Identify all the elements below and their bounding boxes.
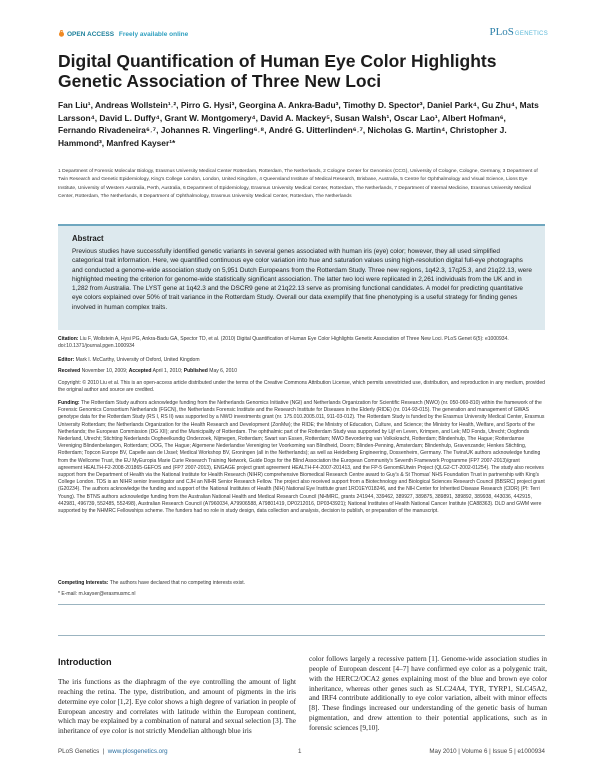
corresponding-email[interactable]: * E-mail: m.kayser@erasmusmc.nl xyxy=(58,591,136,597)
published-label: Published xyxy=(183,368,208,374)
editor-text: Mark I. McCarthy, University of Oxford, United Kingdom xyxy=(75,357,200,363)
citation xyxy=(58,336,545,350)
open-access-label: OPEN xyxy=(67,31,86,38)
divider xyxy=(58,604,545,605)
journal-logo-sub: GENETICS xyxy=(514,31,548,37)
copyright: Copyright: © 2010 Liu et al. This is an open-access article distributed under the terms of the Creative Commons Attribution License, which permits unrestricted use, distribution, and reproduction in any medium, provided the original author and source are credited. xyxy=(58,380,545,394)
open-lock-icon xyxy=(58,30,65,37)
abstract-heading: Abstract xyxy=(72,234,104,243)
footer-journal-name: PLoS Genetics xyxy=(58,748,100,755)
open-access-label-2: ACCESS xyxy=(87,31,115,38)
accepted-label: Accepted xyxy=(128,368,152,374)
intro-left-text: The iris functions as the diaphragm of the eye controlling the amount of light reaching the retina. The type, distribution, and amount of pigments in the iris determine eye color [1,2]. Eye color shows a high degree of variation in people of European ancestry and correlates with latitude within the European continent, which may be explained by a combination of natural and sexual selection [3]. The inheritance of eye color is not strictly Mendelian although blue iris xyxy=(58,678,296,736)
received-label: Received xyxy=(58,368,81,374)
journal-logo-text: PLoS xyxy=(489,26,514,38)
top-bar xyxy=(58,28,548,42)
footer-journal: PLoS Genetics | www.plosgenetics.org xyxy=(58,748,168,755)
affiliations: 1 Department of Forensic Molecular Biology, Erasmus University Medical Center Rotterdam, Rotterdam, The Netherlands, 2 Cologne Center for Genomics (CCG), University of Cologne, Cologne, Germany, 3 Department of Twin Research and Genetic Epidemiology, King's College London, London, United Kingdom, 4 Queensland Institute of Medical Research, Brisbane, Australia, 5 Centre for Ophthalmology and Visual Science, Lions Eye Institute, University of Western Australia, Perth, Australia, 6 Department of Epidemiology, Erasmus University Medical Center, Rotterdam, The Netherlands, 7 Department of Internal Medicine, Erasmus University Medical Center, Rotterdam, The Netherlands, 8 Department of Ophthalmology, Erasmus University Medical Center, Rotterdam, The Netherlands xyxy=(58,169,538,200)
footer-site-link[interactable]: www.plosgenetics.org xyxy=(107,748,168,755)
author-list: Fan Liu¹, Andreas Wollstein¹˒², Pirro G. Hysi³, Georgina A. Ankra-Badu³, Timothy D. Spector³, Daniel Park⁴, Gu Zhu⁴, Mats Larsson⁴, David L. Duffy⁴, Grant W. Montgomery⁴, David A. Mackey⁵, Susan Walsh¹, Oscar Lao¹, Albert Hofman⁶, Fernando Rivadeneira⁶˒⁷, Johannes R. Vingerling⁶˒⁸, André G. Uitterlinden⁶˒⁷, Nicholas G. Martin⁴, Christopher J. Hammond³, Manfred Kayser¹* xyxy=(58,100,539,148)
footer-issue: May 2010 | Volume 6 | Issue 5 | e1000934 xyxy=(429,748,545,755)
competing-text: The authors have declared that no competing interests exist. xyxy=(109,580,246,586)
abstract-box xyxy=(58,224,545,330)
journal-logo xyxy=(489,26,548,38)
divider xyxy=(58,635,545,636)
editor xyxy=(58,357,545,364)
competing-interests xyxy=(58,580,545,587)
abstract-text: Previous studies have successfully identified genetic variants in several genes associated with human iris (eye) color; however, they all used simplified categorical trait information. Here, we quantified continuous eye color variation into hue and saturation values using high-resolution digital full-eye photographs and conducted a genome-wide association study on 5,951 Dutch Europeans from the Rotterdam Study. Three new regions, 1q42.3, 17q25.3, and 21q22.13, were highlighted meeting the criterion for genome-wide statistically significant association. The latter two loci were replicated in 2,261 individuals from the UK and in 1,282 from Australia. The LYST gene at 1q42.3 and the DSCR9 gene at 21q22.13 serve as promising functional candidates. A model for predicting quantitative eye colors explained over 50% of trait variance in the Rotterdam Study. Overall our data exemplify that fine phenotyping is a useful strategy for finding genes involved in human complex traits. xyxy=(72,248,532,311)
page-footer xyxy=(58,748,545,758)
received-date: November 10, 2009; xyxy=(81,368,128,374)
accepted-date: April 1, 2010; xyxy=(152,368,183,374)
open-access-badge xyxy=(58,30,188,38)
published-date: May 6, 2010 xyxy=(209,368,238,374)
citation-label: Citation: xyxy=(58,336,79,342)
dates xyxy=(58,368,545,375)
citation-text: Liu F, Wollstein A, Hysi PG, Ankra-Badu GA, Spector TD, et al. (2010) Digital Quantification of Human Eye Color Highlights Genetic Association of Three New Loci. PLoS Genet 6(5): e1000934. doi:10.1371/journal.pgen.1000934 xyxy=(58,336,509,350)
intro-right-text: color follows largely a recessive pattern [1]. Genome-wide association studies in people of European descent [4–7] have confirmed eye color as a polygenic trait, with the HERC2/OCA2 genes explaining most of the blue and brown eye color inheritance, whereas other genes such as SLC24A4, TYR, TYRP1, SLC45A2, and IRF4 contribute additionally to eye color variation, albeit with minor effects [8]. These findings increased our understanding of the genetic basis of human pigmentation, and drew attention to their potential applications, such as in forensic sciences [9,10]. xyxy=(309,655,547,732)
footer-page-number: 1 xyxy=(298,748,302,755)
funding-label: Funding: xyxy=(58,400,80,406)
funding xyxy=(58,400,545,515)
competing-label: Competing Interests: xyxy=(58,580,109,586)
introduction-heading: Introduction xyxy=(58,657,112,667)
article-title: Digital Quantification of Human Eye Color Highlights Genetic Association of Three New Loci xyxy=(58,51,497,91)
funding-text: The Rotterdam Study authors acknowledge funding from the Netherlands Genomics Initiative (NGI) and Netherlands Organization for Scientific Research (NWO) (nr. 050-060-810) within the framework of the Forensic Genomics Consortium Netherlands (FGCN), the Netherlands Forensic Institute and the Research Institute for Diseases in the Elderly (RIDE) (nr. 014-93-015). The generation and management of GWAS genotype data for the Rotterdam Study (RS I, RS II) was supported by a NWO investments grant (nr. 175.010.2005.011, 911-03-012). The Rotterdam Study is funded by the Erasmus University Medical Center, Erasmus University Rotterdam; the Netherlands Organization for the Health Research and Development (ZonMw); the RIDE; the Ministry of Education, Culture, and Science; the Ministry for Health, Welfare, and Sports of the Netherlands; the European Commission (DG XII); and the Municipality of Rotterdam. The ophthalmic part of the Rotterdam Study was supported by Lijf en Leven, Krimpen, and Lek; MD Fonds, Utrecht; Oogfonds Nederland, Utrecht; Stichting Nederlands Oogheelkundig Onderzoek, Nijmegen, Rotterdam; Swart van Essen, Rotterdam; NWO Bevordering van Volkskracht, Rotterdam; Blindenhulp, The Hague; Rotterdamse Vereniging Blindenbelangen, Rotterdam; OOG, The Hague; Algemene Nederlandse Vereniging ter Voorkoming van Blindheid, Doorn; Blinden-Penning, Amsterdam; Blindenhulp, Gravenzande; Henkes Stichting, Rotterdam; Topcon Europe BV, Capelle aan de IJssel; Medical Workshop BV, Groningen (all in the Netherlands); as well as Heidelberg Engineering, Dossenheim, Germany. The TwinsUK authors acknowledge funding from the Wellcome Trust, the EU MyEuropia Marie Curie Research Training Network, Guide Dogs for the Blind Association the European Community's Seventh Framework Programme (FP7 2007-2013)/grant agreement HEALTH-F2-2008-201865-GEFOS and (FP7 2007-2013), ENGAGE project grant agreement HEALTH-F4-2007-201413, and the FP-5 GenomEUtwin Project (QLG2-CT-2002-01254). The study also receives support from the Department of Health via the National Institute for Health Research (NIHR) comprehensive Biomedical Research Centre award to Guy's & St Thomas' NHS Foundation Trust in partnership with King's College London. TDS is an NIHR senior Investigator and CJH an NIHR Senior Research Fellow. The project also received support from a Biotechnology and Biological Sciences Research Council (BBSRC) project grant (G20234). The authors acknowledge the funding and support of the National Institutes of Health (NIH) National Eye Institute grant 1RO1EY018246, and the NIH Center for Inherited Disease Research (CIDR) (PI: Terri Young). The BTNS authors acknowledge funding from the Australian National Health and Medical Research Council (NHMRC, grants 241944, 339462, 389927, 389875, 389891, 389892, 389938, 443036, 442915, 442981, 496739, 552485, 552498), Australian Research Council (A7960034, A79906588, A79801419, DP0212016, DP0343921); National Institutes of Health National Cancer Institute (CA88363). DLD and GWM were supported by the NHMRC Fellowships scheme. The funders had no role in study design, data collection and analysis, decision to publish, or preparation of the manuscript. xyxy=(58,400,545,515)
editor-label: Editor: xyxy=(58,357,75,363)
freely-available-label: Freely available online xyxy=(118,31,189,38)
